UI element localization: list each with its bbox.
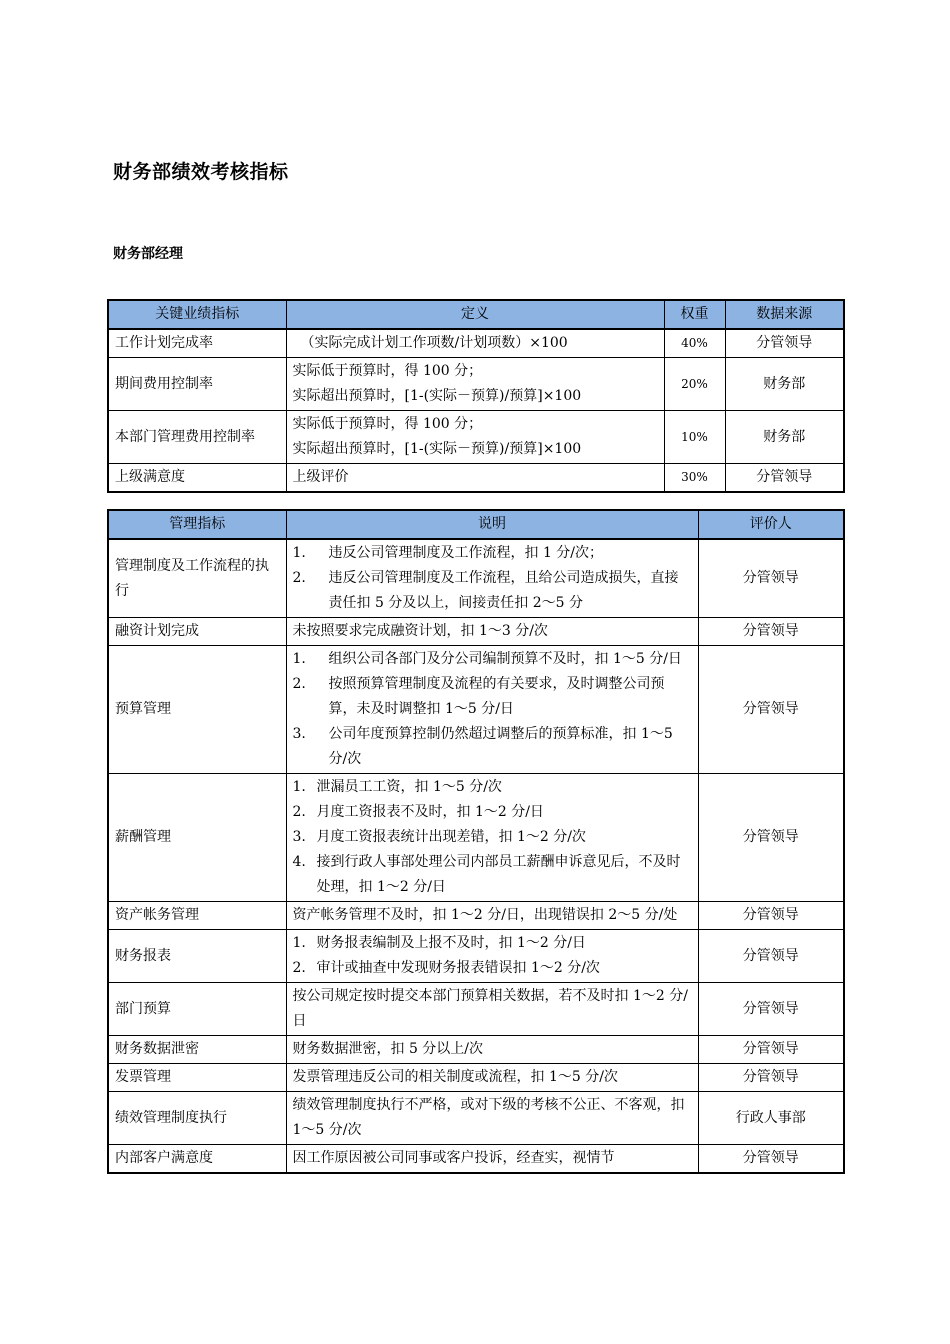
kpi-name: 上级满意度	[108, 464, 286, 493]
kpi-header-definition: 定义	[286, 300, 664, 329]
mgmt-evaluator: 分管领导	[698, 930, 844, 983]
mgmt-evaluator: 分管领导	[698, 1036, 844, 1064]
mgmt-description: 发票管理违反公司的相关制度或流程，扣 1～5 分/次	[286, 1064, 698, 1092]
management-table	[107, 509, 845, 1174]
mgmt-description: 按公司规定按时提交本部门预算相关数据，若不及时扣 1～2 分/日	[286, 983, 698, 1036]
mgmt-evaluator: 行政人事部	[698, 1092, 844, 1145]
mgmt-description: 财务数据泄密，扣 5 分以上/次	[286, 1036, 698, 1064]
kpi-name: 本部门管理费用控制率	[108, 411, 286, 464]
table-row	[108, 411, 844, 464]
table-row	[108, 902, 844, 930]
table-row	[108, 1064, 844, 1092]
table-row	[108, 1036, 844, 1064]
mgmt-description: 1. 组织公司各部门及分公司编制预算不及时，扣 1～5 分/日 2. 按照预算管理制度及流程的有关要求，及时调整公司预算，未及时调整扣 1～5 分/日 3. 公司年度预算控制仍然超过调整后的预算标准，扣 1～5 分/次	[286, 646, 698, 774]
table-row	[108, 618, 844, 646]
table-row	[108, 930, 844, 983]
mgmt-table-header-row	[108, 510, 844, 539]
kpi-weight: 40%	[664, 329, 725, 358]
kpi-table-header-row	[108, 300, 844, 329]
kpi-header-weight: 权重	[664, 300, 725, 329]
mgmt-description: 因工作原因被公司同事或客户投诉，经查实，视情节	[286, 1145, 698, 1174]
mgmt-description: 1. 泄漏员工工资，扣 1～5 分/次 2. 月度工资报表不及时，扣 1～2 分/日 3. 月度工资报表统计出现差错，扣 1～2 分/次 4. 接到行政人事部处理公司内部员工薪酬申诉意见后，不及时处理，扣 1～2 分/日	[286, 774, 698, 902]
mgmt-name: 财务报表	[108, 930, 286, 983]
page-title: 财务部绩效考核指标	[113, 161, 289, 183]
mgmt-header-indicator: 管理指标	[108, 510, 286, 539]
kpi-source: 分管领导	[725, 464, 844, 493]
mgmt-name: 管理制度及工作流程的执行	[108, 539, 286, 618]
table-row	[108, 1145, 844, 1174]
mgmt-description: 1. 违反公司管理制度及工作流程，扣 1 分/次； 2. 违反公司管理制度及工作流程，且给公司造成损失，直接责任扣 5 分及以上，间接责任扣 2～5 分	[286, 539, 698, 618]
mgmt-name: 资产帐务管理	[108, 902, 286, 930]
table-row	[108, 983, 844, 1036]
kpi-weight: 20%	[664, 358, 725, 411]
mgmt-evaluator: 分管领导	[698, 774, 844, 902]
mgmt-name: 预算管理	[108, 646, 286, 774]
kpi-source: 分管领导	[725, 329, 844, 358]
kpi-source: 财务部	[725, 411, 844, 464]
mgmt-evaluator: 分管领导	[698, 902, 844, 930]
kpi-weight: 30%	[664, 464, 725, 493]
mgmt-evaluator: 分管领导	[698, 618, 844, 646]
mgmt-name: 薪酬管理	[108, 774, 286, 902]
kpi-definition: 上级评价	[286, 464, 664, 493]
mgmt-description: 1. 财务报表编制及上报不及时，扣 1～2 分/日 2. 审计或抽查中发现财务报表错误扣 1～2 分/次	[286, 930, 698, 983]
kpi-header-source: 数据来源	[725, 300, 844, 329]
mgmt-evaluator: 分管领导	[698, 646, 844, 774]
mgmt-evaluator: 分管领导	[698, 1064, 844, 1092]
kpi-table	[107, 299, 845, 493]
kpi-definition: 实际低于预算时，得 100 分； 实际超出预算时，[1-(实际－预算)/预算]×100	[286, 411, 664, 464]
table-row	[108, 774, 844, 902]
section-title: 财务部经理	[113, 246, 183, 262]
mgmt-header-evaluator: 评价人	[698, 510, 844, 539]
mgmt-name: 财务数据泄密	[108, 1036, 286, 1064]
kpi-name: 期间费用控制率	[108, 358, 286, 411]
kpi-source: 财务部	[725, 358, 844, 411]
table-row	[108, 358, 844, 411]
mgmt-evaluator: 分管领导	[698, 539, 844, 618]
table-row	[108, 646, 844, 774]
kpi-name: 工作计划完成率	[108, 329, 286, 358]
mgmt-name: 部门预算	[108, 983, 286, 1036]
mgmt-name: 内部客户满意度	[108, 1145, 286, 1174]
mgmt-name: 发票管理	[108, 1064, 286, 1092]
table-row	[108, 464, 844, 493]
mgmt-name: 融资计划完成	[108, 618, 286, 646]
mgmt-description: 绩效管理制度执行不严格，或对下级的考核不公正、不客观，扣 1～5 分/次	[286, 1092, 698, 1145]
mgmt-description: 资产帐务管理不及时，扣 1～2 分/日，出现错误扣 2～5 分/处	[286, 902, 698, 930]
kpi-header-indicator: 关键业绩指标	[108, 300, 286, 329]
table-row	[108, 329, 844, 358]
table-row	[108, 539, 844, 618]
table-row	[108, 1092, 844, 1145]
mgmt-name: 绩效管理制度执行	[108, 1092, 286, 1145]
kpi-definition: （实际完成计划工作项数/计划项数）×100	[286, 329, 664, 358]
mgmt-header-description: 说明	[286, 510, 698, 539]
kpi-definition: 实际低于预算时，得 100 分； 实际超出预算时，[1-(实际－预算)/预算]×100	[286, 358, 664, 411]
mgmt-description: 未按照要求完成融资计划，扣 1～3 分/次	[286, 618, 698, 646]
mgmt-evaluator: 分管领导	[698, 1145, 844, 1174]
kpi-weight: 10%	[664, 411, 725, 464]
mgmt-evaluator: 分管领导	[698, 983, 844, 1036]
